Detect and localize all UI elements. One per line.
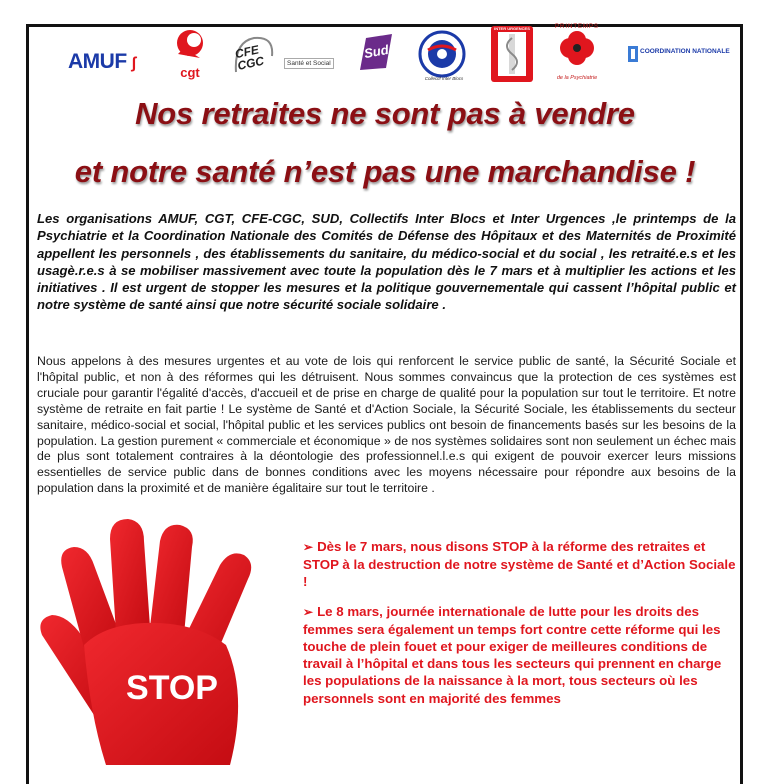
arrow-bullet-icon: ➢ xyxy=(303,604,314,619)
cfe-cgc-logo: CFE CGC xyxy=(230,32,278,80)
sud-logo: Sud xyxy=(356,32,396,82)
cgt-emblem-icon xyxy=(170,28,210,62)
logo-strip xyxy=(60,24,730,88)
poppy-flower-icon xyxy=(546,30,608,70)
coordination-nationale-logo: COORDINATION NATIONALE xyxy=(628,44,738,74)
printemps-psychiatrie-logo: PRINTEMPS de la Psychiatrie xyxy=(546,24,608,86)
title-line-2: et notre santé n’est pas une marchandise ! xyxy=(74,154,696,189)
amuf-logo: AMUF ʃ xyxy=(68,50,137,73)
stop-hand-icon xyxy=(34,515,296,765)
bullet-item-2: ➢ Le 8 mars, journée internationale de lutte pour les droits des femmes sera également un temps fort contre cette réforme qui les touche de plein fouet et pour exiger de meilleures conditions de travail à l’hôpital et dans tous les secteurs qui prennent en charge les populations de la naissance à la mort, tous secteurs où les personnels sont en majorité des femmes xyxy=(303,603,722,706)
arrow-bullet-icon: ➢ xyxy=(303,540,314,554)
inter-urgences-emblem-icon xyxy=(490,24,534,84)
coordination-emblem-icon xyxy=(628,46,638,62)
title-line-1: Nos retraites ne sont pas à vendre xyxy=(135,96,635,131)
cgt-logo: cgt xyxy=(170,28,210,78)
collectif-inter-blocs-logo: Collectif Inter Blocs xyxy=(414,28,470,84)
stop-label: STOP xyxy=(126,669,218,707)
sante-social-logo: Santé et Social xyxy=(284,52,334,70)
bullet-item-1: ➢ Dès le 7 mars, nous disons STOP à la réforme des retraites et STOP à la destruction de notre système de Santé et d’Action Sociale ! xyxy=(303,539,736,590)
body-paragraph: Nous appelons à des mesures urgentes et au vote de lois qui renforcent le service public de santé, la Sécurité Sociale et l'hôpital public, et non à des réformes qui les détruisent. Nous sommes convaincus que la protection de ces systèmes est cruciale pour garantir l'égalité d'accès, d'accueil et de prise en charge de qualité pour la population sur tout le territoire. Et notre système de retraite en fait partie ! Le système de Santé et d'Action Sociale, la Sécurité Sociale, les établissements du secteur sanitaire, médico-social et social, l'hôpital public et les services publics ont besoin de financements basés sur les besoins de la population. La gestion purement « commerciale et économique » de nos systèmes solidaires sont non seulement un échec mais de plus sont totalement contraires à la déontologie des professionnel.l.e.s qui exigent de pouvoir exercer leurs missions essentielles de service public dans de bonnes conditions avec les moyens nécessaire pour répondre aux besoins de la population dans la proximité et de manière égalitaire sur tout le territoire . xyxy=(37,354,736,496)
bullet-list xyxy=(303,538,737,719)
intro-paragraph: Les organisations AMUF, CGT, CFE-CGC, SUD, Collectifs Inter Blocs et Inter Urgences ,le printemps de la Psychiatrie et la Coordination Nationale des Comités de Défense des Hôpitaux et des Maternités de Proximité appellent les personnels , des établissements du sanitaire, du médico-social et du social , les retraité.e.s et les usagè.r.e.s à se mobiliser massivement avec toute la population dès le 7 mars et à multiplier les actions et les initiatives . Il est urgent de stopper les mesures et la politique gouvernementale qui cassent l’hôpital public et notre système de santé ainsi que notre sécurité sociale solidaire . xyxy=(37,211,736,313)
inter-urgences-logo: INTER URGENCES xyxy=(490,24,534,84)
